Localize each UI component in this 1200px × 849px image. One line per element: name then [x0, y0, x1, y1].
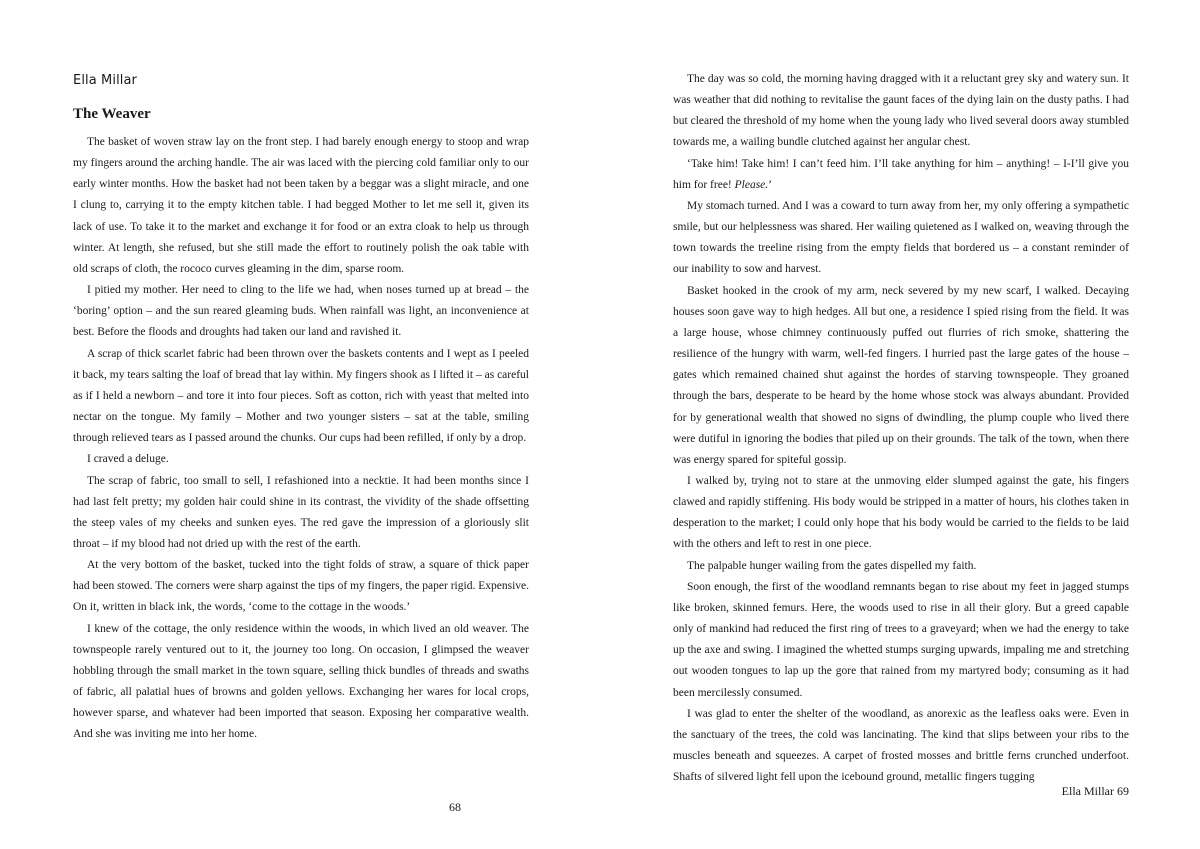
left-body-text — [73, 132, 529, 746]
paragraph: I was glad to enter the shelter of the woodland, as anorexic as the leafless oaks were. Even in the sanctuary of the trees, the cold was lancinating. The kind that slips between your ribs to the muscles beneath and squeezes. A carpet of frosted mosses and brittle ferns crunched underfoot. Shafts of silvered light fell upon the icebound ground, metallic fingers tugging — [673, 707, 1129, 784]
paragraph: Basket hooked in the crook of my arm, neck severed by my new scarf, I walked. Decaying houses soon gave way to high hedges. All but one, a residence I spied rising from the field. It was a large house, whose chimney continuously puffed out flurries of rich smoke, shattering the resilience of the hungry with warm, well-fed fingers. I hurried past the large gates of the house – gates which remained chained shut against the hordes of starving townspeople. They groaned through the bars, desperate to be heard by the home whose stock was always abundant. Provided for by generational wealth that showed no signs of dwindling, the plump couple who lived there were dutiful in ignoring the bodies that piled up on their grounds. The talk of the town, when there was energy spared for spiteful gossip. — [673, 284, 1129, 466]
paragraph: Soon enough, the first of the woodland remnants began to rise about my feet in jagged stumps like broken, skinned femurs. Here, the woods used to rise in all their glory. But a greed capable only of mankind had reduced the first ring of trees to a graveyard; when we had the energy to take up the axe and swing. I imagined the whetted stumps surging upwards, impaling me and stretching out wooden tongues to lap up the gore that rained from my martyred body; consuming as it had been mercilessly consumed. — [673, 580, 1129, 699]
paragraph: I walked by, trying not to stare at the unmoving elder slumped against the gate, his fingers clawed and rapidly stiffening. His body would be stripped in a matter of hours, his clothes taken in desperation to the market; I could only hope that his body would be carried to the fields to be laid with the others and left to rest in one piece. — [673, 474, 1129, 551]
paragraph: The scrap of fabric, too small to sell, I refashioned into a necktie. It had been months since I had last felt pretty; my golden hair could shine in its contrast, the vividity of the shade offsetting the steep vales of my cheeks and sunken eyes. The red gave the impression of a gloriously slit throat – if my blood had not dried up with the rest of the earth. — [73, 474, 529, 550]
story-title: The Weaver — [73, 106, 151, 122]
paragraph: I knew of the cottage, the only residence within the woods, in which lived an old weaver. The townspeople rarely ventured out to it, the journey too long. On occasion, I glimpsed the weaver hobbling through the small market in the town square, selling thick bundles of threads and swaths of fabric, all palatial hues of browns and golden yellows. Exchanging her wares for local crops, however sparse, and whatever had been imported that season. Exposing her comparative wealth. And she was inviting me into her home. — [73, 622, 529, 741]
paragraph: The palpable hunger wailing from the gates dispelled my faith. — [687, 559, 977, 572]
running-footer-right: Ella Millar 69 — [1061, 784, 1129, 798]
paragraph: At the very bottom of the basket, tucked into the tight folds of straw, a square of thick paper had been stowed. The corners were sharp against the tips of my fingers, the paper rigid. Expensive. On it, written in black ink, the words, ‘come to the cottage in the woods.’ — [73, 559, 529, 614]
right-body-text — [673, 69, 1129, 788]
author-name: Ella Millar — [73, 73, 137, 88]
right-page — [673, 0, 1129, 849]
paragraph: I pitied my mother. Her need to cling to the life we had, when noses turned up at bread – the ‘boring’ option – and the sun reared gleaming buds. When rainfall was light, an inconvenience at best. Before the floods and droughts had taken our land and ravished it. — [73, 284, 529, 339]
page-number-left: 68 — [449, 800, 461, 814]
paragraph: A scrap of thick scarlet fabric had been thrown over the baskets contents and I wept as I peeled it back, my tears salting the loaf of bread that lay within. My fingers shook as I lifted it – as careful as if I held a newborn – and tore it into four pieces. Soft as cotton, rich with yeast that melted into nectar on the tongue. My family – Mother and two younger sisters – sat at the table, smiling through relieved tears as I passed around the chunks. Our cups had been refilled, if only by a drop. — [73, 347, 529, 445]
paragraph: I craved a deluge. — [87, 453, 169, 466]
paragraph: ‘Take him! Take him! I can’t feed him. I’ll take anything for him – anything! – I-I’ll give you him for free! Please.’ — [673, 157, 1129, 191]
left-page — [73, 0, 529, 849]
paragraph: The basket of woven straw lay on the front step. I had barely enough energy to stoop and wrap my fingers around the arching handle. The air was laced with the piercing cold familiar only to our early winter months. How the basket had not been taken by a beggar was a slight miracle, and one I clung to, carrying it to the empty kitchen table. I had begged Mother to let me sell it, given its lack of use. To take it to the market and exchange it for food or an extra cloak to help us through winter. At length, she refused, but she still made the effort to routinely polish the oak table with old scraps of cloth, the rococo curves gleaming in the dim, sparse room. — [73, 136, 529, 275]
paragraph: The day was so cold, the morning having dragged with it a reluctant grey sky and watery sun. It was weather that did nothing to revitalise the gaunt faces of the dying lain on the dusty paths. I had but cleared the threshold of my home when the young lady who lived several doors away stumbled towards me, a wailing bundle clutched against her angular chest. — [673, 73, 1129, 149]
paragraph: My stomach turned. And I was a coward to turn away from her, my only offering a sympathetic smile, but our helplessness was shared. Her wailing quietened as I walked on, weaving through the town towards the treeline rising from the empty fields that bordered us – a constant reminder of our inability to sow and harvest. — [673, 199, 1129, 276]
